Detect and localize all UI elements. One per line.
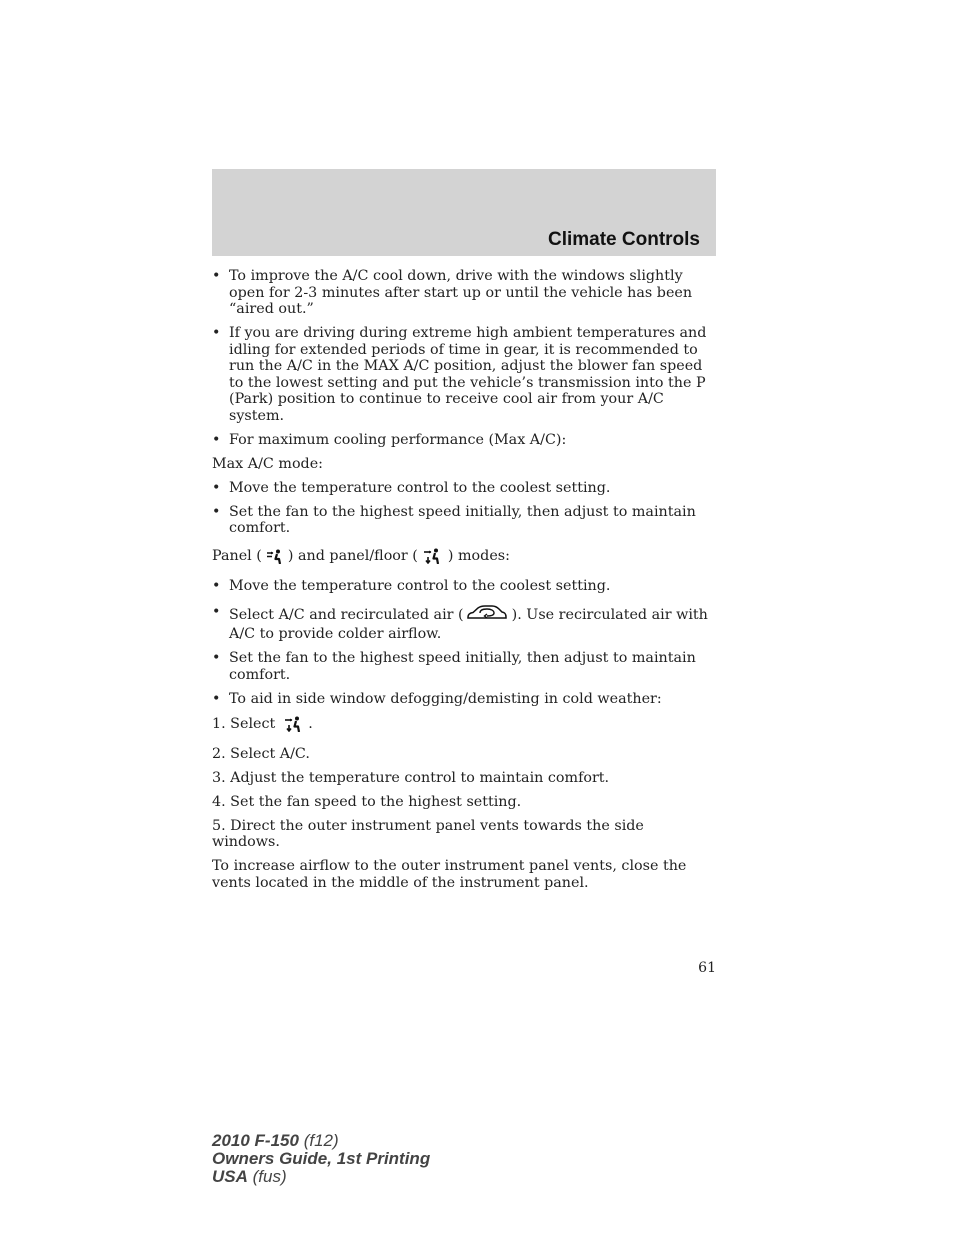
step-2: 2. Select A/C. <box>212 745 310 762</box>
step-1-period: . <box>308 716 313 732</box>
panel-modes-text-1: Panel ( <box>212 547 262 564</box>
step-4: 4. Set the fan speed to the highest setting. <box>212 793 522 810</box>
panel-modes-text-3: ) modes: <box>447 547 510 564</box>
step-3: 3. Adjust the temperature control to maintain comfort. <box>212 769 610 786</box>
recirc-text-2: ). Use recirculated air with A/C to provide colder airflow. <box>229 606 708 642</box>
footer-imprint <box>212 1132 430 1186</box>
recirculated-air-icon <box>466 604 508 627</box>
closing-paragraph: To increase airflow to the outer instrument panel vents, close the vents located in the middle of the instrument panel. <box>212 858 687 891</box>
bullet-item: • For maximum cooling performance (Max A/C): <box>212 432 716 449</box>
bullet-item: • Move the temperature control to the coolest setting. <box>212 480 716 497</box>
bullet-item: • To aid in side window defogging/demisting in cold weather: <box>212 691 716 708</box>
bullet-item: • Move the temperature control to the coolest setting. <box>212 578 716 595</box>
panel-vent-icon <box>266 549 282 569</box>
footer-model-code: (f12) <box>303 1131 339 1150</box>
max-ac-label: Max A/C mode: <box>212 455 323 472</box>
footer-market: USA <box>212 1167 248 1186</box>
section-header-band <box>212 169 716 256</box>
step-1 <box>212 716 716 737</box>
footer-line-1 <box>212 1132 430 1150</box>
footer-line-2 <box>212 1150 430 1168</box>
recirc-text-1: Select A/C and recirculated air ( <box>229 606 464 623</box>
panel-floor-vent-icon <box>422 548 440 569</box>
page-number: 61 <box>698 960 716 976</box>
footer-line-3 <box>212 1168 430 1186</box>
panel-modes-text-2: ) and panel/floor ( <box>287 547 418 564</box>
footer-market-code: (fus) <box>252 1167 287 1186</box>
section-title: Climate Controls <box>547 229 700 250</box>
bullet-item: • Set the fan to the highest speed initially, then adjust to maintain comfort. <box>212 504 716 537</box>
page-content <box>212 268 716 899</box>
step-1-text: 1. Select <box>212 716 276 732</box>
bullet-item: • If you are driving during extreme high ambient temperatures and idling for extended periods of time in gear, it is recommended to run the A/C in the MAX A/C position, adjust the blower fan speed to the lowest setting and put the vehicle’s transmission into the P (Park) position to continue to receive cool air from your A/C system. <box>212 325 716 424</box>
panel-floor-vent-icon <box>283 716 301 737</box>
footer-model: 2010 F-150 <box>212 1131 299 1150</box>
bullet-item: • Set the fan to the highest speed initially, then adjust to maintain comfort. <box>212 650 716 683</box>
footer-guide: Owners Guide, 1st Printing <box>212 1149 431 1168</box>
step-5: 5. Direct the outer instrument panel vents towards the side windows. <box>212 817 644 850</box>
bullet-item-recirc <box>212 604 716 643</box>
panel-modes-line <box>212 548 716 569</box>
bullet-item: • To improve the A/C cool down, drive with the windows slightly open for 2-3 minutes after start up or until the vehicle has been “aired out.” <box>212 268 716 318</box>
